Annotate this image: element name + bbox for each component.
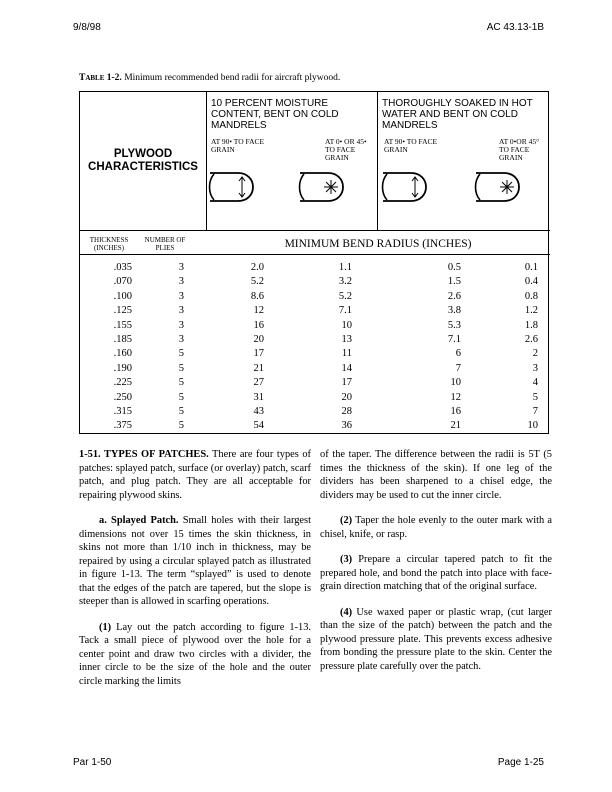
g1-90-cell: 21 bbox=[253, 362, 264, 374]
g2-90-cell: 16 bbox=[450, 406, 461, 417]
g2-0-45-cell: 4 bbox=[532, 377, 538, 389]
g1-90-cell: 17 bbox=[253, 348, 264, 360]
table-row bbox=[80, 363, 550, 377]
table-row bbox=[80, 406, 550, 420]
plies-cell: 3 bbox=[178, 276, 184, 288]
header-date: 9/8/98 bbox=[73, 22, 101, 33]
plies-cell: 3 bbox=[178, 305, 184, 317]
g2-0-45-cell: 0.1 bbox=[524, 262, 538, 273]
plies-cell: 5 bbox=[178, 391, 184, 403]
footer-page-number: Page 1-25 bbox=[497, 757, 544, 768]
para-step-1-cont bbox=[320, 448, 552, 502]
g1-0-45-cell: 36 bbox=[341, 420, 352, 432]
g1-0-45-cell: 3.2 bbox=[338, 276, 352, 288]
g1-90-cell: 27 bbox=[253, 377, 264, 389]
g2-90-cell: 1.5 bbox=[447, 276, 461, 288]
para-step-1 bbox=[79, 621, 311, 689]
caption-label: Table 1-2. bbox=[79, 73, 122, 83]
g1-sub-90: AT 90• TO FACE GRAIN bbox=[211, 137, 265, 154]
g1-0-45-cell: 20 bbox=[341, 391, 352, 403]
table-row bbox=[80, 320, 550, 334]
g2-0-45-cell: 0.4 bbox=[524, 276, 538, 288]
g1-sub-0-45: AT 0• OR 45• TO FACE GRAIN bbox=[325, 137, 367, 162]
para-text: of the taper. The difference between the radii is 5T (5 times the thickness of the skin). If one leg of the dividers has been sharpened to a chisel edge, the dividers may be used to cut the inner circle. bbox=[320, 449, 552, 501]
g1-90-cell: 5.2 bbox=[250, 276, 264, 288]
g2-90-cell: 5.3 bbox=[447, 319, 461, 331]
thickness-cell: .375 bbox=[113, 420, 132, 432]
g1-0-45-cell: 10 bbox=[341, 319, 352, 331]
para-step-4 bbox=[320, 606, 552, 674]
plies-cell: 5 bbox=[178, 377, 184, 389]
plies-cell: 3 bbox=[178, 334, 184, 345]
g1-0-45-cell: 14 bbox=[341, 362, 352, 374]
thickness-cell: .155 bbox=[113, 319, 132, 331]
g2-sub-90: AT 90• TO FACE GRAIN bbox=[384, 137, 438, 154]
plies-header: NUMBER OF PLIES bbox=[144, 236, 186, 252]
g1-90-cell: 2.0 bbox=[250, 262, 264, 273]
caption-text: Minimum recommended bend radii for aircraft plywood. bbox=[121, 73, 341, 83]
g2-0-45-cell: 0.8 bbox=[524, 290, 538, 302]
para-text: There are four types of patches: splayed patch, surface (or overlay) patch, scarf patch, and plug patch. They are all acceptable for repairing plywood skins. bbox=[79, 449, 311, 501]
para-heading: (4) bbox=[340, 606, 353, 618]
g2-90-cell: 2.6 bbox=[447, 290, 461, 302]
g2-0-45-cell: 5 bbox=[532, 391, 538, 403]
g1-0-45-cell: 28 bbox=[341, 406, 352, 417]
thickness-cell: .185 bbox=[113, 334, 132, 345]
plies-cell: 3 bbox=[178, 290, 184, 302]
g1-90-cell: 20 bbox=[253, 334, 264, 345]
thickness-cell: .250 bbox=[113, 391, 132, 403]
table-row bbox=[80, 348, 550, 362]
g2-90-cell: 6 bbox=[455, 348, 461, 360]
thickness-cell: .190 bbox=[113, 362, 132, 374]
table-divider bbox=[206, 92, 207, 230]
g2-90-cell: 7 bbox=[455, 362, 461, 374]
table-row bbox=[80, 334, 550, 348]
bend-90-icon bbox=[204, 162, 264, 206]
plies-cell: 5 bbox=[178, 406, 184, 417]
g2-0-45-cell: 10 bbox=[527, 420, 538, 432]
g2-90-cell: 0.5 bbox=[447, 262, 461, 273]
g2-90-cell: 3.8 bbox=[447, 305, 461, 317]
g2-sub-0-45: AT 0•OR 45° TO FACE GRAIN bbox=[499, 137, 540, 162]
g1-90-cell: 16 bbox=[253, 319, 264, 331]
table-row bbox=[80, 377, 550, 391]
g2-90-cell: 10 bbox=[450, 377, 461, 389]
plies-cell: 3 bbox=[178, 262, 184, 273]
group2-title: THOROUGHLY SOAKED IN HOT WATER AND BENT ON COLD MANDRELS bbox=[382, 98, 533, 131]
g2-90-cell: 21 bbox=[450, 420, 461, 432]
thickness-cell: .125 bbox=[113, 305, 132, 317]
g1-90-cell: 12 bbox=[253, 305, 264, 317]
thickness-cell: .160 bbox=[113, 348, 132, 360]
g1-0-45-cell: 1.1 bbox=[338, 262, 352, 273]
thickness-cell: .100 bbox=[113, 290, 132, 302]
g1-90-cell: 43 bbox=[253, 406, 264, 417]
plies-cell: 5 bbox=[178, 420, 184, 432]
g1-0-45-cell: 17 bbox=[341, 377, 352, 389]
g2-0-45-cell: 1.2 bbox=[524, 305, 538, 317]
body-right-column bbox=[320, 448, 552, 685]
para-heading: a. Splayed Patch. bbox=[99, 515, 179, 526]
plies-cell: 3 bbox=[178, 319, 184, 331]
table-divider bbox=[80, 254, 550, 255]
para-heading: (1) bbox=[99, 621, 112, 633]
g1-90-cell: 54 bbox=[253, 420, 264, 432]
g2-0-45-cell: 7 bbox=[532, 406, 538, 417]
table-row bbox=[80, 420, 550, 434]
g2-0-45-cell: 1.8 bbox=[524, 319, 538, 331]
min-bend-radius-header: MINIMUM BEND RADIUS (INCHES) bbox=[284, 238, 472, 250]
table-row bbox=[80, 392, 550, 406]
para-heading: (3) bbox=[340, 554, 353, 565]
table-row bbox=[80, 276, 550, 290]
bend-0-45-icon bbox=[294, 162, 354, 206]
table-row bbox=[80, 305, 550, 319]
para-text: Use waxed paper or plastic wrap, (cut larger than the size of the patch) between the patch and the plywood pressure plate. This prevents excess adhesive from bonding the pressure plate to the skin. Center the pressure plate carefully over the patch. bbox=[320, 606, 552, 672]
body-left-column bbox=[79, 448, 311, 700]
g1-90-cell: 8.6 bbox=[250, 290, 264, 302]
thickness-cell: .070 bbox=[113, 276, 132, 288]
para-text: Small holes with their largest dimensions not over 15 times the skin thickness, in skins not more than 1/10 inch in thickness, may be repaired by using a circular splayed patch as illustrated in figure 1-13. The term “splayed” is used to denote that the edges of the patch are tapered, but the slope is steeper than is allowed in scarfing operations. bbox=[79, 515, 311, 607]
g1-0-45-cell: 7.1 bbox=[338, 305, 352, 317]
bend-radii-table bbox=[79, 91, 549, 434]
para-text: Prepare a circular tapered patch to fit the prepared hole, and bond the patch into place with face-grain direction matching that of the original surface. bbox=[320, 554, 552, 592]
para-heading: (2) bbox=[340, 515, 353, 526]
thickness-cell: .225 bbox=[113, 377, 132, 389]
para-text: Taper the hole evenly to the outer mark with a chisel, knife, or rasp. bbox=[320, 515, 552, 540]
thickness-cell: .035 bbox=[113, 262, 132, 273]
para-heading: 1-51. TYPES OF PATCHES. bbox=[79, 449, 209, 460]
plies-cell: 5 bbox=[178, 348, 184, 360]
table-divider bbox=[377, 92, 378, 230]
bend-90-icon bbox=[377, 162, 437, 206]
plies-cell: 5 bbox=[178, 362, 184, 374]
table-caption bbox=[79, 73, 340, 83]
g1-0-45-cell: 13 bbox=[341, 334, 352, 345]
para-step-2 bbox=[320, 514, 552, 541]
table-row bbox=[80, 262, 550, 276]
g2-0-45-cell: 2.6 bbox=[524, 334, 538, 345]
bend-0-45-icon bbox=[470, 162, 530, 206]
footer-paragraph: Par 1-50 bbox=[73, 757, 112, 768]
g2-0-45-cell: 3 bbox=[532, 362, 538, 374]
para-step-3 bbox=[320, 553, 552, 594]
para-text: Lay out the patch according to figure 1-13. Tack a small piece of plywood over the hole for a center point and draw two circles with a divider, the inner circle to be the size of the hole and the outer circle marking the limits bbox=[79, 621, 311, 687]
table-row bbox=[80, 291, 550, 305]
para-types-of-patches bbox=[79, 448, 311, 502]
plywood-characteristics-label: PLYWOOD CHARACTERISTICS bbox=[88, 148, 198, 173]
header-doc-id: AC 43.13-1B bbox=[486, 22, 544, 33]
g1-90-cell: 31 bbox=[253, 391, 264, 403]
para-splayed-patch bbox=[79, 514, 311, 609]
group1-title: 10 PERCENT MOISTURE CONTENT, BENT ON COLD MANDRELS bbox=[211, 98, 339, 131]
g1-0-45-cell: 5.2 bbox=[338, 290, 352, 302]
g2-0-45-cell: 2 bbox=[532, 348, 538, 360]
g1-0-45-cell: 11 bbox=[341, 348, 352, 360]
thickness-header: THICKNESS (INCHES) bbox=[89, 236, 129, 252]
thickness-cell: .315 bbox=[113, 406, 132, 417]
g2-90-cell: 7.1 bbox=[447, 334, 461, 345]
table-divider bbox=[80, 230, 550, 231]
g2-90-cell: 12 bbox=[450, 391, 461, 403]
